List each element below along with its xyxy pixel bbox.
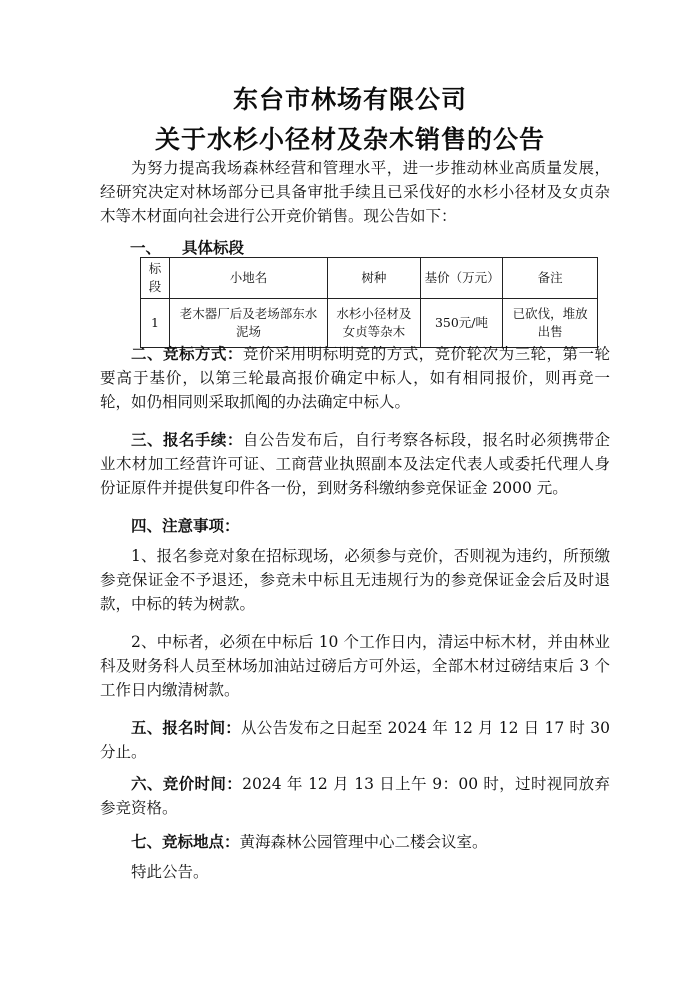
section-4-heading-line	[100, 514, 610, 538]
section-3-heading: 三、报名手续：	[131, 431, 243, 449]
table-row	[141, 299, 598, 348]
table-header-cell: 基价（万元）	[420, 258, 503, 299]
section-5-paragraph	[100, 716, 610, 764]
table-cell: 已砍伐，堆放出售	[503, 299, 598, 348]
section-2-heading: 二、竞标方式：	[131, 345, 243, 363]
section-7-heading: 七、竞标地点：	[131, 833, 240, 851]
section-1-title: 具体标段	[182, 239, 245, 257]
table-cell: 老木器厂后及老场部东水泥场	[169, 299, 327, 348]
table-header-row	[141, 258, 598, 299]
section-5-heading: 五、报名时间：	[131, 719, 242, 737]
lot-table	[140, 257, 598, 348]
table-header-cell: 小地名	[169, 258, 327, 299]
table-header-cell: 标段	[141, 258, 170, 299]
section-1-number: 一、	[130, 239, 162, 257]
table-cell: 350元/吨	[420, 299, 503, 348]
section-4-item-2: 2、中标者，必须在中标后 10 个工作日内，清运中标木材，并由林业科及财务科人员至林场加油站过磅后方可外运，全部木材过磅结束后 3 个工作日内缴清树款。	[100, 633, 610, 699]
section-2-text: 竞价采用明标明竞的方式，竞价轮次为三轮，第一轮要高于基价，以第三轮最高报价确定中标人，如有相同报价，则再竞一轮，如仍相同则采取抓阄的办法确定中标人。	[100, 345, 610, 411]
intro-paragraph: 为努力提高我场森林经营和管理水平，进一步推动林业高质量发展，经研究决定对林场部分已具备审批手续且已采伐好的水杉小径材及女贞杂木等木材面向社会进行公开竞价销售。现公告如下：	[100, 159, 610, 225]
section-7-text: 黄海森林公园管理中心二楼会议室。	[239, 833, 488, 851]
section-4-item-1: 1、报名参竞对象在招标现场，必须参与竞价，否则视为违约，所预缴参竞保证金不予退还，参竞未中标且无违规行为的参竞保证金会后及时退款，中标的转为树款。	[100, 547, 610, 613]
table-cell: 1	[141, 299, 170, 348]
section-1-heading	[130, 236, 244, 258]
section-6-paragraph	[100, 772, 610, 820]
section-7-paragraph	[100, 830, 610, 854]
closing-line: 特此公告。	[131, 863, 209, 881]
section-5-text: 从公告发布之日起至 2024 年 12 月 12 日 17 时 30 分止。	[100, 719, 610, 761]
company-title: 东台市林场有限公司	[232, 85, 467, 114]
table-header-cell: 树种	[328, 258, 421, 299]
table-header-cell: 备注	[503, 258, 598, 299]
section-6-heading: 六、竞价时间：	[131, 775, 243, 793]
section-4-heading: 四、注意事项：	[131, 517, 240, 535]
section-6-text: 2024 年 12 月 13 日上午 9：00 时，过时视同放弃参竞资格。	[100, 775, 610, 817]
table-cell: 水杉小径材及女贞等杂木	[328, 299, 421, 348]
section-3-text: 自公告发布后，自行考察各标段，报名时必须携带企业木材加工经营许可证、工商营业执照副本及法定代表人或委托代理人身份证原件并提供复印件各一份，到财务科缴纳参竞保证金 2000 元。	[100, 431, 610, 497]
notice-title: 关于水杉小径材及杂木销售的公告	[154, 125, 545, 154]
section-3-paragraph	[100, 428, 610, 500]
section-2-paragraph	[100, 342, 610, 414]
